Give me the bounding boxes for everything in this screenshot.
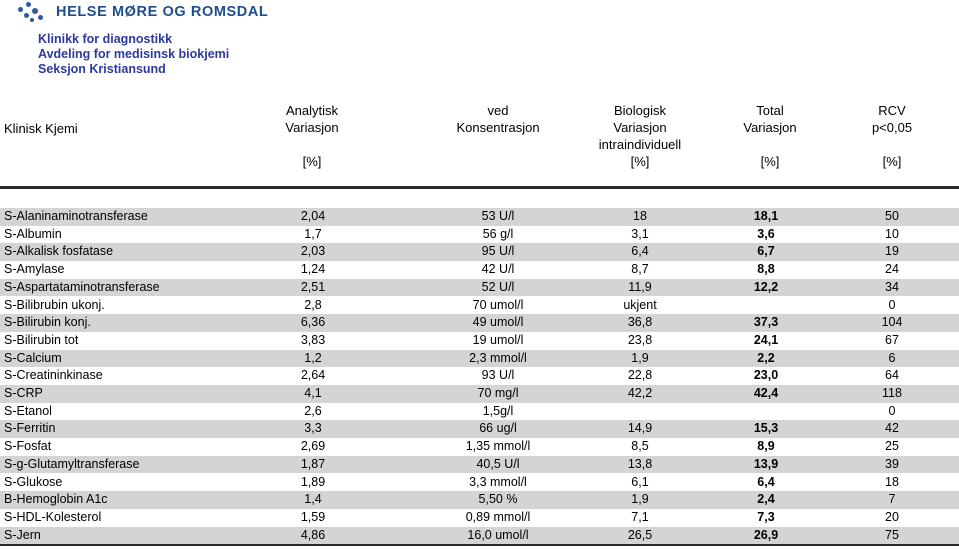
concentration: 66 ug/l [479, 421, 517, 436]
analytic-variation: 4,1 [304, 386, 322, 400]
total-variation: 8,9 [757, 439, 775, 454]
total-variation: 13,9 [753, 456, 779, 471]
table-row [0, 314, 959, 332]
header-rcv: RCV p<0,05 [%] [871, 103, 913, 169]
concentration: 70 mg/l [477, 386, 519, 400]
concentration: 2,3 mmol/l [469, 350, 527, 365]
biological-variation: 8,7 [631, 262, 649, 277]
analytic-variation: 3,3 [304, 421, 322, 436]
concentration: 70 umol/l [472, 297, 524, 312]
analyte-name: B-Hemoglobin A1c [4, 492, 108, 507]
analyte-name: S-Creatininkinase [4, 368, 103, 383]
header-konsentrasjon: ved Konsentrasjon [456, 103, 540, 135]
concentration: 0,89 mmol/l [465, 509, 531, 524]
rcv-value: 7 [888, 492, 896, 507]
rcv-value: 0 [888, 403, 896, 418]
table-row [0, 403, 959, 421]
rcv-value: 50 [885, 209, 899, 223]
analytic-variation: 3,83 [300, 332, 326, 347]
analytic-variation: 1,2 [304, 350, 322, 365]
total-variation: 24,1 [753, 332, 779, 347]
analytic-variation: 2,69 [300, 439, 326, 454]
analyte-name: S-Jern [4, 527, 41, 542]
table-row [0, 226, 959, 244]
header-total-variasjon: Total Variasjon [%] [743, 103, 797, 169]
logo [12, 0, 268, 24]
table-row [0, 297, 959, 315]
rcv-value: 34 [885, 279, 899, 294]
biological-variation: ukjent [623, 297, 657, 312]
analytic-variation: 1,7 [304, 226, 322, 241]
analyte-name: S-Etanol [4, 403, 52, 418]
biological-variation: 1,9 [631, 492, 649, 507]
analyte-name: S-CRP [4, 386, 43, 400]
table-row [0, 208, 959, 226]
analyte-name: S-Albumin [4, 226, 62, 241]
rcv-value: 24 [885, 262, 899, 277]
concentration: 16,0 umol/l [467, 527, 529, 542]
total-variation: 12,2 [753, 279, 779, 294]
analyte-name: S-Amylase [4, 262, 65, 277]
table-row [0, 332, 959, 350]
total-variation [720, 297, 812, 315]
analyte-name: S-Alaninaminotransferase [4, 209, 148, 223]
header-biologisk-variasjon: Biologisk Variasjon intraindividuell [%] [598, 103, 682, 169]
department-line: Klinikk for diagnostikk [38, 32, 173, 46]
rcv-value: 0 [888, 297, 896, 312]
analytic-variation: 2,8 [304, 297, 322, 312]
department-line: Avdeling for medisinsk biokjemi [38, 47, 230, 61]
department-line: Seksjon Kristiansund [38, 62, 166, 76]
analytic-variation: 1,24 [300, 262, 326, 277]
rcv-value: 20 [885, 509, 899, 524]
concentration: 95 U/l [481, 244, 515, 259]
concentration: 3,3 mmol/l [469, 474, 527, 489]
analyte-name: S-Bilirubin konj. [4, 315, 91, 330]
header-divider [0, 186, 959, 189]
table-bottom-border [0, 544, 959, 546]
table-row [0, 367, 959, 385]
rcv-value: 18 [885, 474, 899, 489]
analytic-variation: 2,03 [300, 244, 326, 259]
analytic-variation: 2,51 [300, 279, 326, 294]
total-variation: 42,4 [753, 386, 779, 400]
biological-variation: 18 [633, 209, 647, 223]
analytic-variation: 2,64 [300, 368, 326, 383]
analytic-variation: 4,86 [300, 527, 326, 542]
total-variation: 2,4 [757, 492, 775, 507]
org-name: HELSE MØRE OG ROMSDAL [56, 4, 269, 20]
total-variation: 3,6 [757, 226, 775, 241]
logo-dots-icon [12, 0, 50, 24]
rcv-value: 42 [885, 421, 899, 436]
rcv-value: 6 [888, 350, 896, 365]
table-row [0, 243, 959, 261]
table-row [0, 261, 959, 279]
concentration: 1,35 mmol/l [465, 439, 531, 454]
biological-variation: 22,8 [627, 368, 653, 383]
biological-variation: 3,1 [631, 226, 649, 241]
table-row [0, 420, 959, 438]
rcv-value: 10 [885, 226, 899, 241]
rcv-value: 104 [881, 315, 903, 330]
rcv-value: 75 [885, 527, 899, 542]
biological-variation: 6,4 [631, 244, 649, 259]
biological-variation: 36,8 [627, 315, 653, 330]
biological-variation: 7,1 [631, 509, 649, 524]
concentration: 19 umol/l [472, 332, 524, 347]
header-klinisk-kjemi: Klinisk Kjemi [4, 121, 78, 136]
biological-variation: 6,1 [631, 474, 649, 489]
total-variation: 18,1 [753, 209, 779, 223]
table-row [0, 438, 959, 456]
header-analytisk-variasjon: Analytisk Variasjon [%] [285, 103, 339, 169]
analyte-name: S-g-Glutamyltransferase [4, 456, 140, 471]
total-variation: 2,2 [757, 350, 775, 365]
biological-variation: 1,9 [631, 350, 649, 365]
analytic-variation: 2,6 [304, 403, 322, 418]
rcv-value: 64 [885, 368, 899, 383]
total-variation: 37,3 [753, 315, 779, 330]
table-row [0, 527, 959, 545]
biological-variation: 14,9 [627, 421, 653, 436]
table-row [0, 456, 959, 474]
concentration: 40,5 U/l [476, 456, 520, 471]
analyte-name: S-Calcium [4, 350, 62, 365]
total-variation: 15,3 [753, 421, 779, 436]
analytic-variation: 1,4 [304, 492, 322, 507]
biological-variation: 26,5 [627, 527, 653, 542]
analytic-variation: 1,87 [300, 456, 326, 471]
concentration: 5,50 % [478, 492, 518, 507]
department-block [38, 32, 229, 77]
rcv-value: 25 [885, 439, 899, 454]
total-variation: 6,7 [757, 244, 775, 259]
analyte-name: S-Bilibrubin ukonj. [4, 297, 105, 312]
concentration: 1,5g/l [482, 403, 514, 418]
total-variation: 8,8 [757, 262, 775, 277]
concentration: 42 U/l [481, 262, 515, 277]
rcv-value: 118 [882, 386, 902, 400]
rcv-value: 67 [885, 332, 899, 347]
biological-variation: 23,8 [627, 332, 653, 347]
rcv-value: 39 [885, 456, 899, 471]
biological-variation: 11,9 [628, 279, 652, 294]
biological-variation: 13,8 [627, 456, 653, 471]
concentration: 49 umol/l [472, 315, 524, 330]
table-row [0, 279, 959, 297]
table-row [0, 491, 959, 509]
table-row [0, 509, 959, 527]
biological-variation: 42,2 [627, 386, 653, 400]
analyte-name: S-Bilirubin tot [4, 332, 79, 347]
biological-variation [594, 403, 686, 421]
concentration: 52 U/l [481, 279, 515, 294]
analyte-name: S-Fosfat [4, 439, 52, 454]
table-row [0, 350, 959, 368]
concentration: 93 U/l [481, 368, 515, 383]
concentration: 53 U/l [481, 209, 515, 223]
total-variation: 6,4 [757, 474, 775, 489]
rcv-value: 19 [885, 244, 899, 259]
analyte-name: S-Alkalisk fosfatase [4, 244, 114, 259]
analyte-name: S-Ferritin [4, 421, 56, 436]
analyte-name: S-HDL-Kolesterol [4, 509, 102, 524]
biological-variation: 8,5 [631, 439, 649, 454]
total-variation: 7,3 [757, 509, 775, 524]
analyte-name: S-Glukose [4, 474, 63, 489]
total-variation: 26,9 [753, 527, 779, 542]
table-row [0, 474, 959, 492]
concentration: 56 g/l [482, 226, 514, 241]
analyte-name: S-Aspartataminotransferase [4, 279, 160, 294]
analytic-variation: 1,89 [300, 474, 326, 489]
analytic-variation: 1,59 [300, 509, 326, 524]
table-row [0, 385, 959, 403]
analytic-variation: 6,36 [300, 315, 326, 330]
total-variation: 23,0 [753, 368, 779, 383]
analytic-variation: 2,04 [300, 209, 326, 223]
total-variation [720, 403, 812, 421]
